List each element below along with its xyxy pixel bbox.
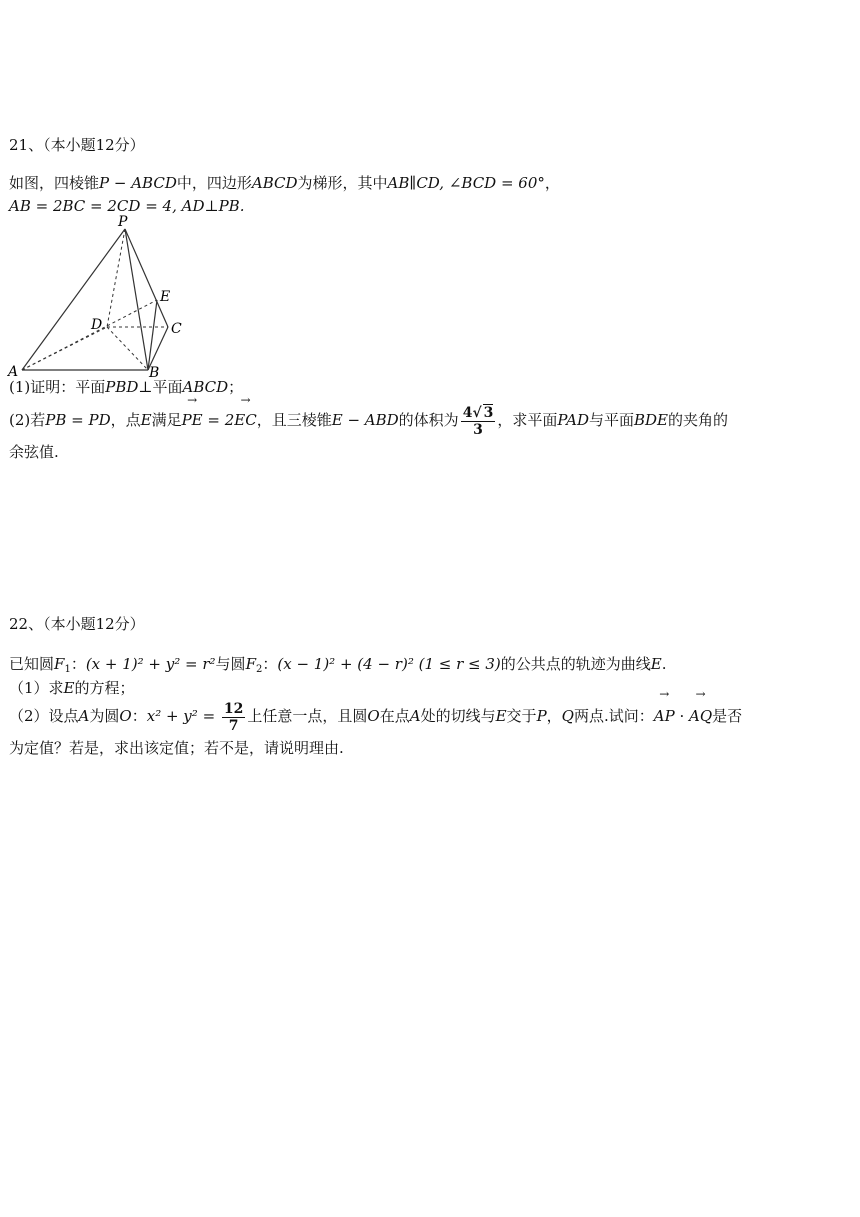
vector-aq: → AQ — [689, 698, 712, 734]
q22-part2: （2）设点A为圆O：x² + y² = $\frac{12}{7}$ 上任意一点，且圆O在点A处的切线与E交于P，Q两点.试问：→ AP · → AQ是否 — [9, 698, 742, 734]
label-p: P — [118, 214, 128, 230]
volume-fraction: $\frac{4√ 3}{3}$ — [462, 405, 494, 438]
q22-part1: （1）求E的方程； — [9, 679, 135, 697]
radius-fraction: $\frac{12}{7}$ — [223, 700, 244, 734]
q21-part2: (2)若PB = PD，点E满足→ PE = 2→ EC，且三棱锥E − ABD的体积为 $\frac{4√ 3}{3}$ ，求平面PAD与平面BDE的夹角的 — [9, 404, 728, 438]
q21-part2-cont: 余弦值. — [9, 443, 59, 461]
vector-ap: → AP — [654, 698, 675, 734]
edge-ae — [22, 300, 157, 370]
label-d: D — [91, 317, 103, 333]
q21-part1: (1)证明：平面PBD⊥平面ABCD； — [9, 378, 244, 396]
q21-heading: 21、（本小题12分） — [9, 136, 145, 154]
q22-part2-cont: 为定值？若是，求出该定值；若不是，请说明理由. — [9, 739, 344, 757]
vector-pe: → PE — [182, 404, 203, 436]
pyramid-figure — [5, 212, 205, 378]
q21-condition: AB = 2BC = 2CD = 4, AD⊥PB. — [9, 197, 245, 215]
q21-intro: 如图，四棱锥P − ABCD中，四边形ABCD为梯形，其中AB∥CD, ∠BCD = 60°， — [9, 174, 560, 192]
label-a: A — [8, 364, 19, 378]
label-e: E — [160, 289, 171, 305]
q22-heading: 22、（本小题12分） — [9, 615, 145, 633]
edge-pd — [107, 229, 125, 327]
edge-pa — [22, 229, 125, 370]
edge-pc — [125, 229, 171, 327]
q22-intro: 已知圆$F_1$：(x + 1)² + y² = r²与圆$F_2$：(x − 1)² + (4 − r)² (1 ≤ r ≤ 3)的公共点的轨迹为曲线E. — [9, 655, 667, 675]
label-b: B — [149, 365, 160, 378]
vector-ec: → EC — [234, 404, 256, 436]
label-c: C — [171, 321, 182, 337]
